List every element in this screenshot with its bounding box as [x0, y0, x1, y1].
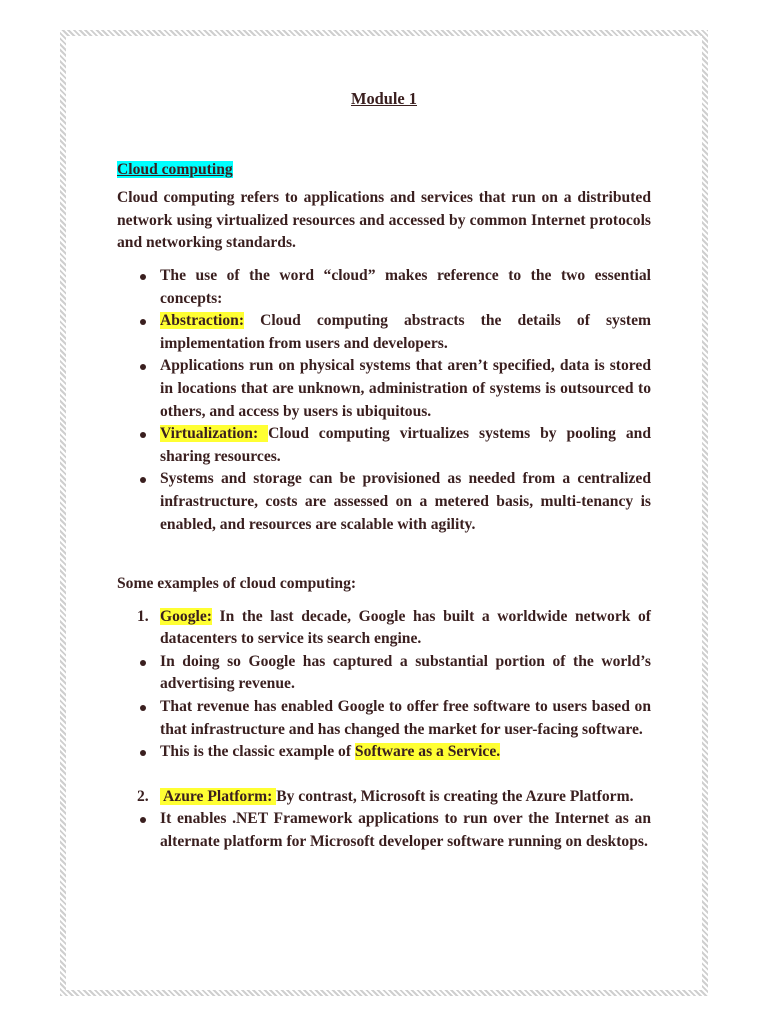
- examples-list: [117, 606, 651, 651]
- list-item: 2. Azure Platform: By contrast, Microsoft is creating the Azure Platform.: [117, 786, 651, 809]
- list-number: 1.: [137, 607, 149, 625]
- examples-list-continued: [117, 786, 651, 809]
- azure-term: Azure Platform:: [160, 787, 277, 805]
- virtualization-term: Virtualization:: [160, 425, 269, 443]
- list-item: 1. Google: In the last decade, Google has built a worldwide network of datacenters to service its search engine.: [137, 607, 651, 648]
- list-number: 2.: [137, 787, 149, 805]
- list-item: In doing so Google has captured a substantial portion of the world’s advertising revenue.: [160, 652, 651, 693]
- section-heading-cloud-computing: [117, 159, 651, 182]
- document-body: [117, 88, 651, 854]
- page-title: Module 1: [350, 89, 418, 108]
- saas-term: Software as a Service.: [354, 743, 501, 761]
- cloud-concepts-list: [117, 265, 651, 536]
- abstraction-term: Abstraction:: [160, 312, 245, 330]
- cloud-computing-heading: Cloud computing: [117, 160, 233, 178]
- list-item: This is the classic example of Software as a Service.: [160, 743, 501, 761]
- azure-details-list: [117, 808, 651, 853]
- list-item: It enables .NET Framework applications to run over the Internet as an alternate platform for Microsoft developer software running on desktops.: [160, 810, 651, 851]
- list-item: That revenue has enabled Google to offer free software to users based on that infrastructure and has changed the market for user-facing software.: [160, 698, 651, 738]
- list-item: Systems and storage can be provisioned as needed from a centralized infrastructure, costs are assessed on a metered basis, multi-tenancy is enabled, and resources are scalable with agility.: [160, 470, 651, 533]
- google-details-list: [117, 651, 651, 764]
- list-item: The use of the word “cloud” makes reference to the two essential concepts:: [160, 266, 651, 307]
- list-item: Applications run on physical systems that aren’t specified, data is stored in locations that are unknown, administration of systems is outsourced to others, and access by users is ubiquitous.: [160, 357, 651, 420]
- google-term: Google:: [160, 607, 212, 625]
- list-item: Abstraction: Cloud computing abstracts the details of system implementation from users and developers.: [160, 312, 651, 352]
- section-heading-examples: Some examples of cloud computing:: [117, 575, 357, 593]
- list-item: Virtualization: Cloud computing virtualizes systems by pooling and sharing resources.: [160, 425, 651, 465]
- cloud-computing-definition: Cloud computing refers to applications and services that run on a distributed network using virtualized resources and accessed by common Internet protocols and networking standards.: [117, 189, 651, 252]
